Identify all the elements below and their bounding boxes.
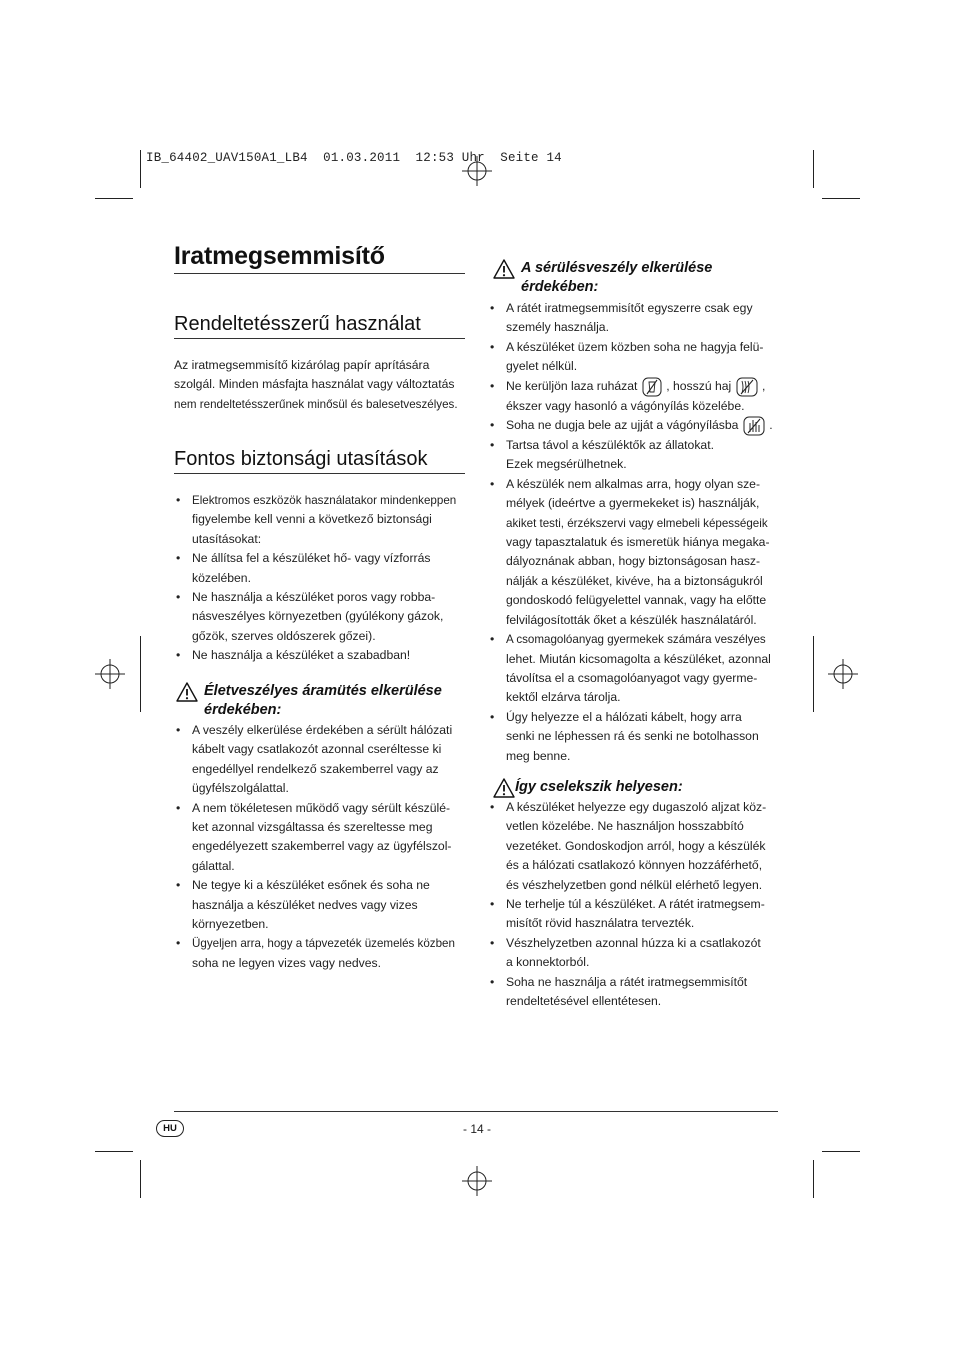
intended-use-rule [174, 338, 465, 339]
list-item: • Elektromos eszközök használatakor mindenkeppen figyelembe kell venni a következő biztonsági utasításokat: [174, 491, 466, 549]
list-item: • A csomagolóanyag gyermekek számára veszélyes lehet. Miután kicsomagolta a készüléket, azonnal távolítsa el a csomagolóanyagot vagy gyerme- kektől elzárva tárolja. [488, 630, 780, 708]
page-title: Iratmegsemmisítő [174, 242, 385, 270]
intended-use-heading: Rendeltetésszerű használat [174, 313, 421, 335]
safety-rule [174, 473, 465, 474]
list-item: • Ne terhelje túl a készüléket. A rátét iratmegsem- misítőt rövid használatra tervezték. [488, 895, 780, 934]
title-rule [174, 273, 465, 274]
list-item: • Ne tegye ki a készüléket esőnek és soha ne használja a készüléket nedves vagy vizes környezetben. [174, 876, 466, 934]
list-item: • Ne használja a készüléket poros vagy robba- násveszélyes környezetben (gyúlékony gázok, gőzök, szerves oldószerek gőzei). [174, 588, 466, 646]
warning-triangle-icon [493, 259, 515, 279]
list-item: • A nem tökéletesen működő vagy sérült készülé- ket azonnal vizsgáltassa és szereltesse meg engedélyezett szakemberrel vagy az ügyfélszol- gálattal. [174, 799, 466, 877]
list-item: • Ne használja a készüléket a szabadban! [174, 646, 466, 665]
list-item: • A készülék nem alkalmas arra, hogy olyan sze- mélyek (ideértve a gyermekeket is) használják, akiket testi, érzékszervi vagy elmebeli képességeik vagy tapasztalatuk és ismeretük hiánya megaka- dályoznának abban, hogy biztonságosan hasz- nálják a készüléket, kivéve, ha a biztonságukról gondoskodó felügyelettel vannak, vagy ha előtte felvilágosították őket a készülék használatáról. [488, 475, 780, 630]
no-long-hair-icon [736, 377, 758, 397]
list-item: • Tartsa távol a készüléktők az állatokat. Ezek megsérülhetnek. [488, 436, 780, 475]
list-item: • Ügyeljen arra, hogy a tápvezeték üzemelés közben soha ne legyen vizes vagy nedves. [174, 934, 466, 973]
list-item: • Ne kerüljön laza ruházat , hosszú haj , ékszer vagy hasonló a vágónyílás közelébe. [488, 377, 780, 416]
injury-list [488, 299, 780, 766]
footer-rule [174, 1111, 778, 1112]
print-header: IB_64402_UAV150A1_LB4 01.03.2011 12:53 Uhr Seite 14 [146, 151, 562, 165]
list-item: • A rátét iratmegsemmisítőt egyszerre csak egy személy használja. [488, 299, 780, 338]
list-item: • Vészhelyzetben azonnal húzza ki a csatlakozót a konnektorból. [488, 934, 780, 973]
list-item: • Soha ne dugja bele az ujját a vágónyílásba . [488, 416, 780, 436]
no-loose-clothing-icon [642, 377, 662, 397]
list-item: • A veszély elkerülése érdekében a sérült hálózati kábelt vagy csatlakozót azonnal cseréltesse ki engedéllyel rendelkező szakemberrel vagy az ügyfélszolgálattal. [174, 721, 466, 799]
electric-shock-list [174, 721, 466, 973]
registration-mark-right [828, 659, 858, 689]
language-badge: HU [156, 1120, 184, 1137]
no-fingers-icon [743, 416, 765, 436]
list-item: • Ne állítsa fel a készüléket hő- vagy vízforrás közelében. [174, 549, 466, 588]
safety-list [174, 491, 466, 666]
injury-heading: A sérülésveszély elkerülése érdekében: [493, 259, 783, 297]
correct-use-heading: Így cselekszik helyesen: [493, 778, 783, 797]
registration-mark-left [95, 659, 125, 689]
list-item: • A készüléket üzem közben soha ne hagyja felü- gyelet nélkül. [488, 338, 780, 377]
correct-use-list [488, 798, 780, 1011]
registration-mark-bottom [462, 1166, 492, 1196]
warning-triangle-icon [176, 682, 198, 702]
list-item: • Úgy helyezze el a hálózati kábelt, hogy arra senki ne léphessen rá és senki ne botolhasson meg benne. [488, 708, 780, 766]
electric-shock-heading: Életveszélyes áramütés elkerülése érdekében: [176, 682, 468, 720]
page-number: - 14 - [462, 1122, 491, 1136]
list-item: • Soha ne használja a rátét iratmegsemmisítőt rendeltetésével ellentétesen. [488, 973, 780, 1012]
intended-use-paragraph: Az iratmegsemmisítő kizárólag papír aprítására szolgál. Minden másfajta használat vagy változtatás nem rendeltetésszerűnek minősül és balesetveszélyes. [174, 358, 458, 411]
warning-triangle-icon [493, 778, 515, 798]
list-item: • A készüléket helyezze egy dugaszoló aljzat köz- vetlen közelébe. Ne használjon hosszabbító vezetéket. Gondoskodjon arról, hogy a készülék és a hálózati csatlakozó könnyen hozzáférhető, és vészhelyzetben gond nélkül elérhető legyen. [488, 798, 780, 895]
safety-heading: Fontos biztonsági utasítások [174, 448, 428, 470]
registration-mark-top [462, 156, 492, 186]
